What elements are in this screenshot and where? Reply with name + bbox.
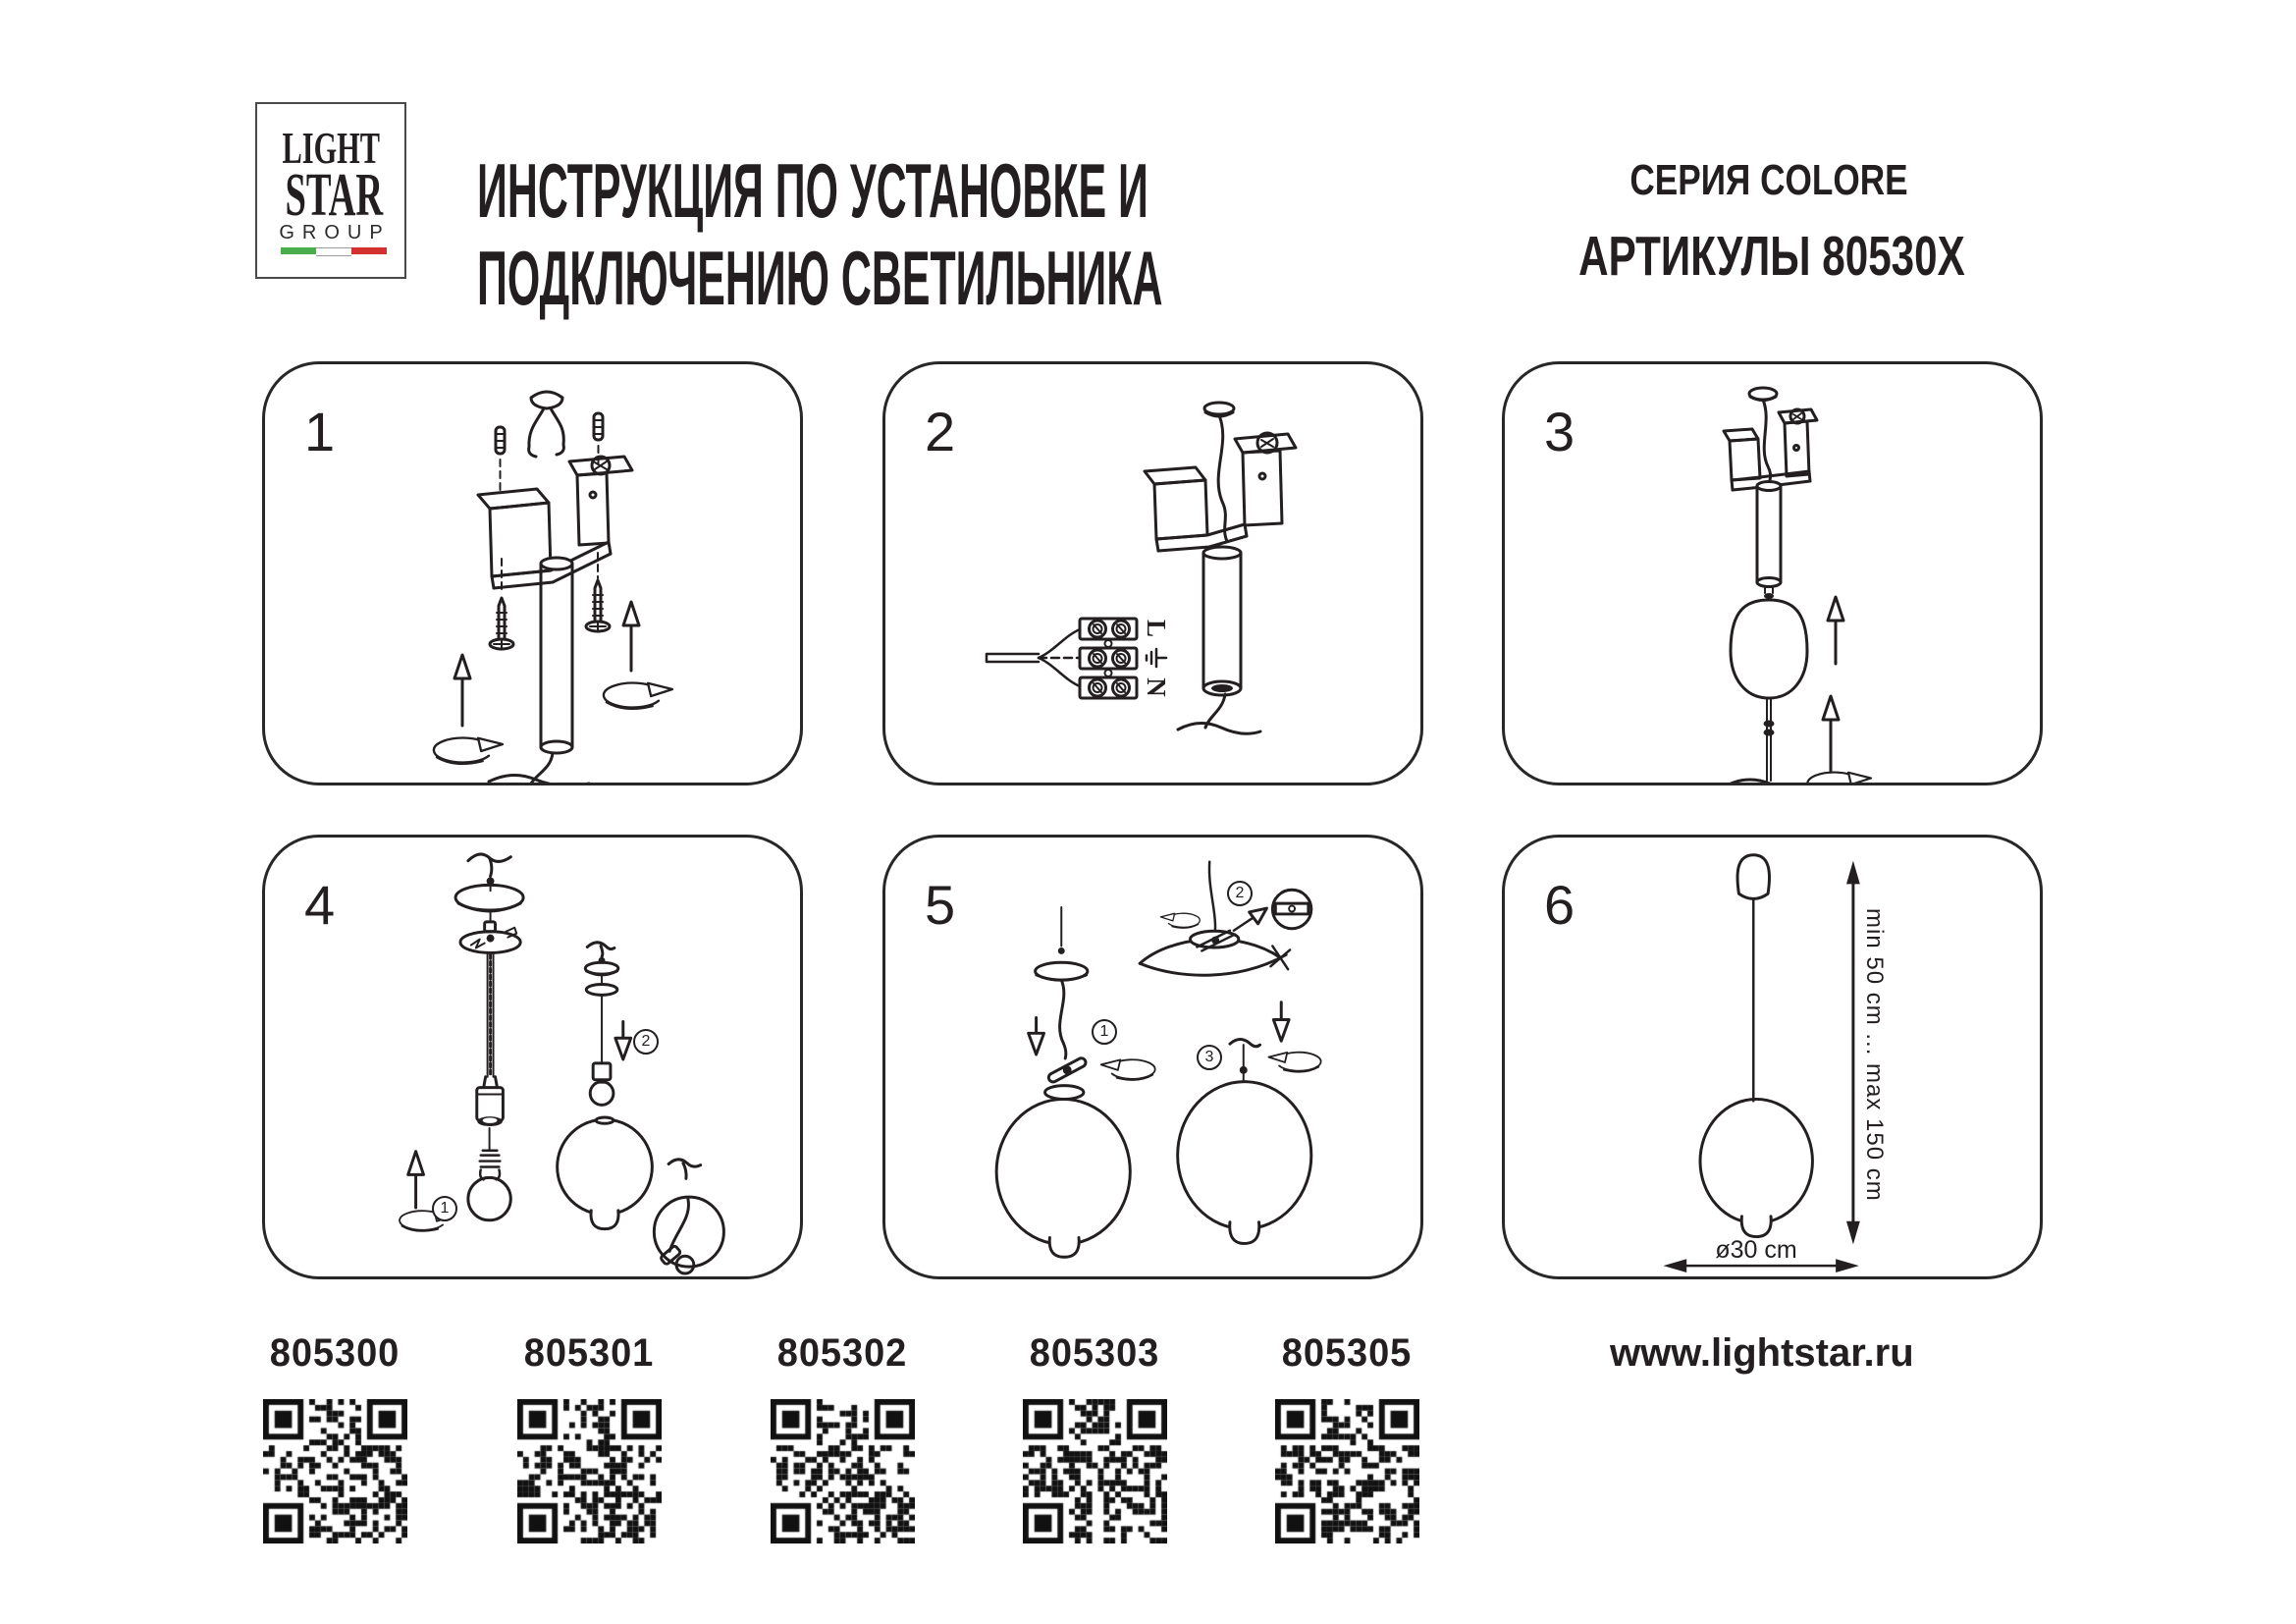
article-code: 805301 <box>523 1331 655 1375</box>
step-number-3: 3 <box>1544 401 1575 462</box>
step-number-4: 4 <box>304 874 336 936</box>
earth-ground-icon <box>1147 649 1166 667</box>
step-panel-5 <box>882 835 1423 1279</box>
step-6-illustration <box>1505 838 2040 1276</box>
series-name: СЕРИЯ COLORE <box>1629 156 1908 204</box>
page-title-line2: ПОДКЛЮЧЕНИЮ СВЕТИЛЬНИКА <box>477 235 1163 321</box>
qr-code <box>263 1399 407 1543</box>
article-column <box>996 1331 1193 1376</box>
step-panel-3 <box>1502 361 2043 785</box>
article-code: 805303 <box>1029 1331 1160 1375</box>
lightstar-logo <box>255 102 406 279</box>
qr-code <box>1275 1399 1419 1543</box>
step-3-illustration <box>1505 364 2040 783</box>
page-title-line1: ИНСТРУКЦИЯ ПО УСТАНОВКЕ И <box>477 147 1148 234</box>
article-code: 805302 <box>776 1331 908 1375</box>
qr-code <box>517 1399 662 1543</box>
logo-word-light: LIGHT <box>282 123 381 173</box>
article-code: 805305 <box>1281 1331 1413 1375</box>
italian-flag-icon <box>281 247 387 254</box>
step-marker-1: 1 <box>1092 1019 1117 1045</box>
step-number-6: 6 <box>1544 874 1575 936</box>
article-column <box>1249 1331 1445 1376</box>
terminal-label-l: L <box>1142 619 1171 638</box>
article-column <box>237 1331 433 1376</box>
website-url: www.lightstar.ru <box>1610 1331 1914 1375</box>
articles-heading: АРТИКУЛЫ 80530X <box>1578 225 1965 288</box>
series-block <box>1512 156 2026 288</box>
logo-word-group: GROUP <box>279 222 391 244</box>
diameter-dimension-label: ø30 cm <box>1715 1236 1797 1264</box>
qr-code <box>1023 1399 1167 1543</box>
step-number-2: 2 <box>925 401 956 462</box>
article-code: 805300 <box>269 1331 400 1375</box>
page-title <box>477 147 1162 322</box>
logo-word-star: STAR <box>285 162 384 229</box>
step-marker-3: 3 <box>1197 1045 1222 1070</box>
qr-code <box>771 1399 915 1543</box>
step-marker-2: 2 <box>1227 881 1253 906</box>
step-marker-2: 2 <box>633 1029 659 1055</box>
step-number-5: 5 <box>925 874 956 936</box>
step-number-1: 1 <box>304 401 336 462</box>
step-panel-4 <box>262 835 803 1279</box>
step-panel-6 <box>1502 835 2043 1279</box>
step-panel-2 <box>882 361 1423 785</box>
article-column <box>491 1331 687 1376</box>
terminal-label-n: N <box>1142 677 1171 697</box>
step-4-illustration <box>265 838 800 1276</box>
step-1-illustration <box>265 364 800 783</box>
step-2-illustration <box>885 364 1420 783</box>
height-dimension-label: min 50 cm ... max 150 cm <box>1861 908 1888 1202</box>
step-panel-1 <box>262 361 803 785</box>
step-5-illustration <box>885 838 1420 1276</box>
article-column <box>744 1331 940 1376</box>
step-marker-1: 1 <box>432 1196 457 1221</box>
